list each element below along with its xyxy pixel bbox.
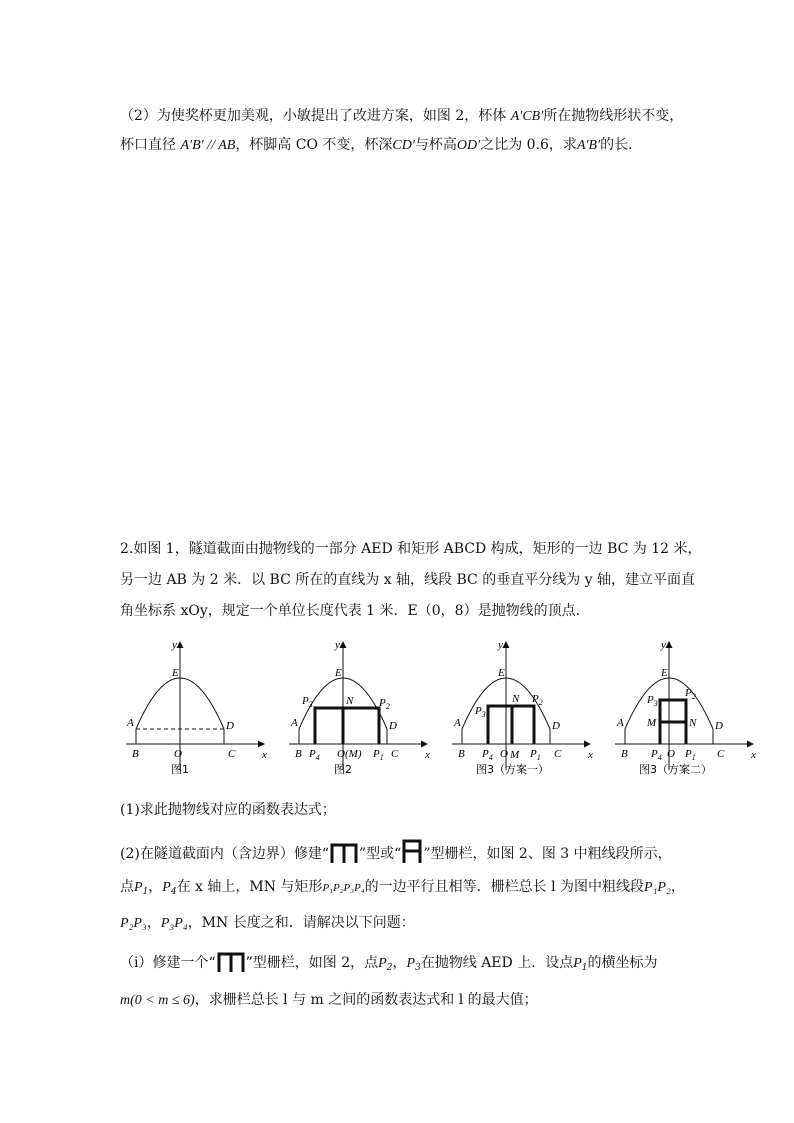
q2-math: A′B′ // AB — [180, 138, 236, 153]
math-sub: 4 — [170, 887, 177, 897]
p2-q1: (1)求此抛物线对应的函数表达式； — [120, 802, 336, 818]
fence-m-icon — [216, 951, 246, 973]
fence-h-icon — [401, 838, 423, 864]
fig3b-label-m: M — [647, 717, 657, 729]
q2-text: ”型栅栏，如图 2、图 3 中粗线段所示， — [423, 846, 672, 862]
math-sub: 1 — [142, 887, 149, 897]
fig2-label-c: C — [391, 748, 399, 760]
math-sub: 1 — [581, 963, 588, 973]
math-range: (0 < m ≤ 6) — [130, 993, 195, 1008]
p2-intro-3: 角坐标系 xOy，规定一个单位长度代表 1 米．E（0，8）是抛物线的顶点． — [120, 603, 590, 619]
fig3a-label-n: N — [512, 693, 520, 705]
fig3a-label-a: A — [454, 717, 461, 729]
fig3a-label-p1: $P_1$ — [530, 748, 541, 762]
p2-qi-line-2 — [120, 990, 538, 1011]
fig2-label-m: (M) — [345, 748, 362, 760]
qi-text: ”型栅栏，如图 2，点 — [245, 955, 379, 971]
q2-math: A′CB′ — [510, 109, 544, 124]
math-sub: 2 — [386, 963, 393, 973]
fig3b-label-p4: $P_4$ — [651, 748, 662, 762]
fig2-label-e: E — [335, 667, 342, 679]
fig3b-label-y: y — [661, 639, 666, 651]
q2-text: ，MN 长度之和．请解决以下问题： — [187, 915, 415, 931]
q2-text: ， — [146, 915, 161, 931]
q2-text: (2)在隧道截面内（含边界）修建“ — [120, 846, 329, 862]
fig2-label-p3: $P_3$ — [302, 695, 313, 709]
fig3b-label-e: E — [661, 667, 668, 679]
p2-q2-line-1 — [120, 838, 672, 864]
fig1-label-d: D — [226, 720, 234, 732]
fig3a-label-y: y — [498, 639, 503, 651]
fig3a-caption: 图3（方案一） — [476, 763, 549, 776]
fig2-label-p1: $P_1$ — [373, 748, 384, 762]
q2-text: 点 — [120, 879, 134, 895]
q2-text: 所在抛物线形状不变， — [543, 108, 684, 124]
math-p2: P — [378, 956, 387, 971]
q2-math: CD′ — [392, 138, 415, 153]
fig3a-label-p3: $P_3$ — [475, 705, 486, 719]
q2-text: 与杯高 — [414, 137, 457, 153]
fig1-label-e: E — [172, 667, 179, 679]
figure-3a — [452, 639, 593, 776]
q2-text: 的一边平行且相等．栅栏总长 l 为图中粗线段 — [364, 879, 645, 895]
p2-intro-1: 2.如图 1，隧道截面由抛物线的一部分 AED 和矩形 ABCD 构成，矩形的一边 BC 为 12 米， — [120, 541, 702, 557]
figure-2 — [289, 639, 430, 776]
q2-text: 在 x 轴上，MN 与矩形 — [176, 879, 323, 895]
fig1-label-b: B — [132, 748, 139, 760]
qi-text: 的横坐标为 — [587, 955, 658, 971]
fig2-label-o: O — [337, 748, 345, 760]
fig2-label-p2: $P_2$ — [379, 697, 390, 711]
p2-q2-line-3 — [120, 913, 415, 934]
fig2-label-b: B — [295, 748, 302, 760]
qi-text: ， — [392, 955, 407, 971]
figures-row — [112, 632, 772, 782]
math-p3: P — [406, 956, 416, 971]
q2-text: ， — [670, 879, 685, 895]
q2-math: OD′ — [456, 138, 481, 153]
fig3a-label-m: M — [510, 749, 520, 761]
math-seg: P₂P₃ — [120, 916, 147, 931]
fig3b-label-o: O — [667, 748, 675, 760]
fig3b-label-a: A — [617, 717, 624, 729]
q2-line-1 — [120, 106, 683, 127]
qi-text: ，求栅栏总长 l 与 m 之间的函数表达式和 l 的最大值； — [194, 992, 538, 1008]
fig3a-label-e: E — [498, 667, 505, 679]
q2-text: 之比为 0.6，求 — [480, 137, 577, 153]
math-m: m — [120, 993, 131, 1008]
p2-intro-2: 另一边 AB 为 2 米．以 BC 所在的直线为 x 轴，线段 BC 的垂直平分线为 y 轴，建立平面直 — [120, 572, 696, 588]
fig1-label-x: x — [262, 749, 267, 761]
fig3a-label-c: C — [554, 748, 562, 760]
q2-text: ”型或“ — [359, 846, 402, 862]
fig2-label-d: D — [389, 720, 397, 732]
q2-text: ，杯脚高 CO 不变，杯深 — [235, 137, 393, 153]
fig3b-label-b: B — [621, 748, 628, 760]
fig3a-label-x: x — [588, 749, 593, 761]
fig1-label-y: y — [172, 639, 177, 651]
fig3b-label-n: N — [689, 717, 697, 729]
qi-text: （ⅰ）修建一个“ — [120, 955, 216, 971]
fig3b-label-c: C — [717, 748, 725, 760]
fig1-label-c: C — [228, 748, 236, 760]
q2-math: A′B′ — [576, 138, 601, 153]
figure-3b — [615, 639, 756, 776]
p2-qi-line-1 — [120, 951, 658, 978]
fig3b-label-p2: $P_2$ — [685, 687, 696, 701]
fig3b-label-p1: $P_1$ — [685, 748, 696, 762]
fig1-label-a: A — [127, 717, 134, 729]
q2-line-2 — [120, 135, 642, 156]
fig2-label-p4: $P_4$ — [309, 748, 320, 762]
fig3b-label-x: x — [751, 749, 756, 761]
figure-1 — [126, 639, 267, 776]
fig1-caption: 图1 — [171, 763, 189, 776]
fig3b-label-d: D — [715, 720, 723, 732]
p2-q2-line-2 — [120, 877, 685, 902]
fig3b-label-p3: $P_3$ — [647, 694, 658, 708]
fig2-label-x: x — [425, 749, 430, 761]
fig3a-label-d: D — [552, 720, 560, 732]
math-sub: 3 — [415, 963, 421, 973]
math-seg: P₃P₄ — [160, 916, 188, 931]
math-seg: P₁P₂ — [644, 880, 671, 895]
q2-text: 杯口直径 — [120, 137, 181, 153]
fig2-label-y: y — [335, 639, 340, 651]
q2-text: 的长． — [600, 137, 643, 153]
math-rect: P₁P₂P₃P₄ — [322, 882, 365, 894]
fig3a-label-p4: $P_4$ — [482, 748, 493, 762]
math-p4: P — [162, 880, 171, 895]
q2-text: （2）为使奖杯更加美观，小敏提出了改进方案，如图 2，杯体 — [120, 108, 511, 124]
math-p1: P — [134, 880, 143, 895]
fig2-caption: 图2 — [334, 763, 352, 776]
qi-text: 在抛物线 AED 上．设点 — [420, 955, 574, 971]
fig3a-label-b: B — [458, 748, 465, 760]
fig2-label-n: N — [346, 695, 354, 707]
fig3a-label-o: O — [500, 748, 508, 760]
math-p1: P — [573, 956, 582, 971]
fig3b-caption: 图3（方案二） — [639, 763, 712, 776]
fig3a-label-p2: $P_2$ — [532, 693, 543, 707]
fig2-label-a: A — [291, 717, 298, 729]
fig1-label-o: O — [174, 748, 182, 760]
fence-m-icon — [329, 842, 359, 864]
q2-text: ， — [148, 879, 163, 895]
